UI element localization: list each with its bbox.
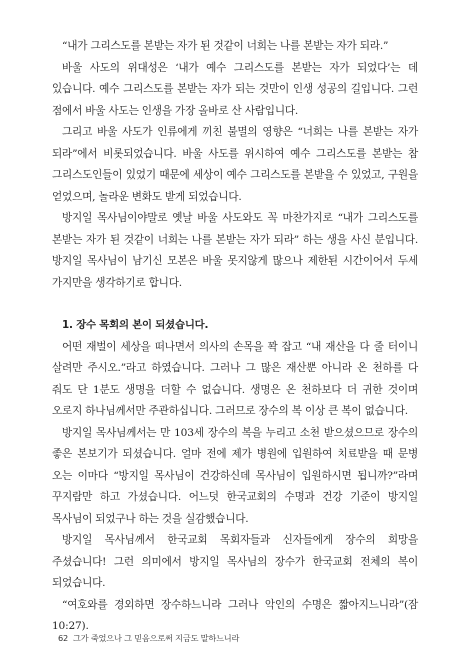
body-paragraph: 방지일 목사님께서는 만 103세 장수의 복을 누리고 소천 받으셨으므로 장수의 좋은 본보기가 되셨습니다. 얼마 전에 제가 병원에 입원하여 치료받을 때 문병 오는 이마다 “방지일 목사님이 건강하신데 목사님이 입원하시면 됩니까?”라며 꾸지람만 하고 가셨습니다. 어느덧 한국교회의 수명과 건강 기준이 방지일 목사님이 되었구나 하는 것을 실감했습니다.: [52, 426, 418, 525]
body-paragraph: 방지일 목사님이야말로 옛날 바울 사도와도 꼭 마찬가지로 “내가 그리스도를 본받는 자가 된 것같이 너희는 나를 본받는 자가 되라” 하는 생을 사신 분입니다. 방지일 목사님이 남기신 모본은 바울 못지않게 많으나 제한된 시간이어서 두세 가지만을 생각하기로 합니다.: [52, 212, 418, 289]
body-paragraph: 어떤 재벌이 세상을 떠나면서 의사의 손목을 꽉 잡고 “내 재산을 다 줄 터이니 살려만 주시오.”라고 하였습니다. 그러나 그 많은 재산뿐 아니라 온 천하를 다 줘도 단 1분도 생명을 더할 수 없습니다. 생명은 온 천하보다 더 귀한 것이며 오로지 하나님께서만 주관하십니다. 그러므로 장수의 복 이상 큰 복이 없습니다.: [52, 340, 418, 417]
section-heading: 1. 장수 목회의 본이 되셨습니다.: [62, 319, 209, 331]
body-paragraph: 방지일 목사님께서 한국교회 목회자들과 신자들에게 장수의 희망을 주셨습니다! 그런 의미에서 방지일 목사님의 장수가 한국교회 전체의 복이 되었습니다.: [52, 534, 418, 589]
body-paragraph: 그리고 바울 사도가 인류에게 끼친 불멸의 영향은 “너희는 나를 본받는 자가 되라”에서 비롯되었습니다. 바울 사도를 위시하여 예수 그리스도를 본받는 참 그리스도인들이 있었기 때문에 세상이 예수 그리스도를 본받을 수 있었고, 구원을 얻었으며, 놀라운 변화도 받게 되었습니다.: [52, 126, 418, 203]
page-footer: [58, 633, 239, 644]
running-title: 그가 죽었으나 그 믿음으로써 지금도 말하느니라: [73, 633, 240, 643]
scripture-quote-paragraph: “여호와를 경외하면 장수하느니라 그러나 악인의 수명은 짧아지느니라”(잠 10:27).: [52, 598, 418, 632]
body-paragraph: 바울 사도의 위대성은 ‘내가 예수 그리스도를 본받는 자가 되었다’는 데 있습니다. 예수 그리스도를 본받는 자가 되는 것만이 인생 성공의 길입니다. 그런 점에서 바울 사도는 인생을 가장 올바로 산 사람입니다.: [52, 61, 418, 117]
scripture-quote-paragraph: “내가 그리스도를 본받는 자가 된 것같이 너희는 나를 본받는 자가 되라.”: [62, 40, 389, 52]
page-number: 62: [58, 633, 69, 643]
